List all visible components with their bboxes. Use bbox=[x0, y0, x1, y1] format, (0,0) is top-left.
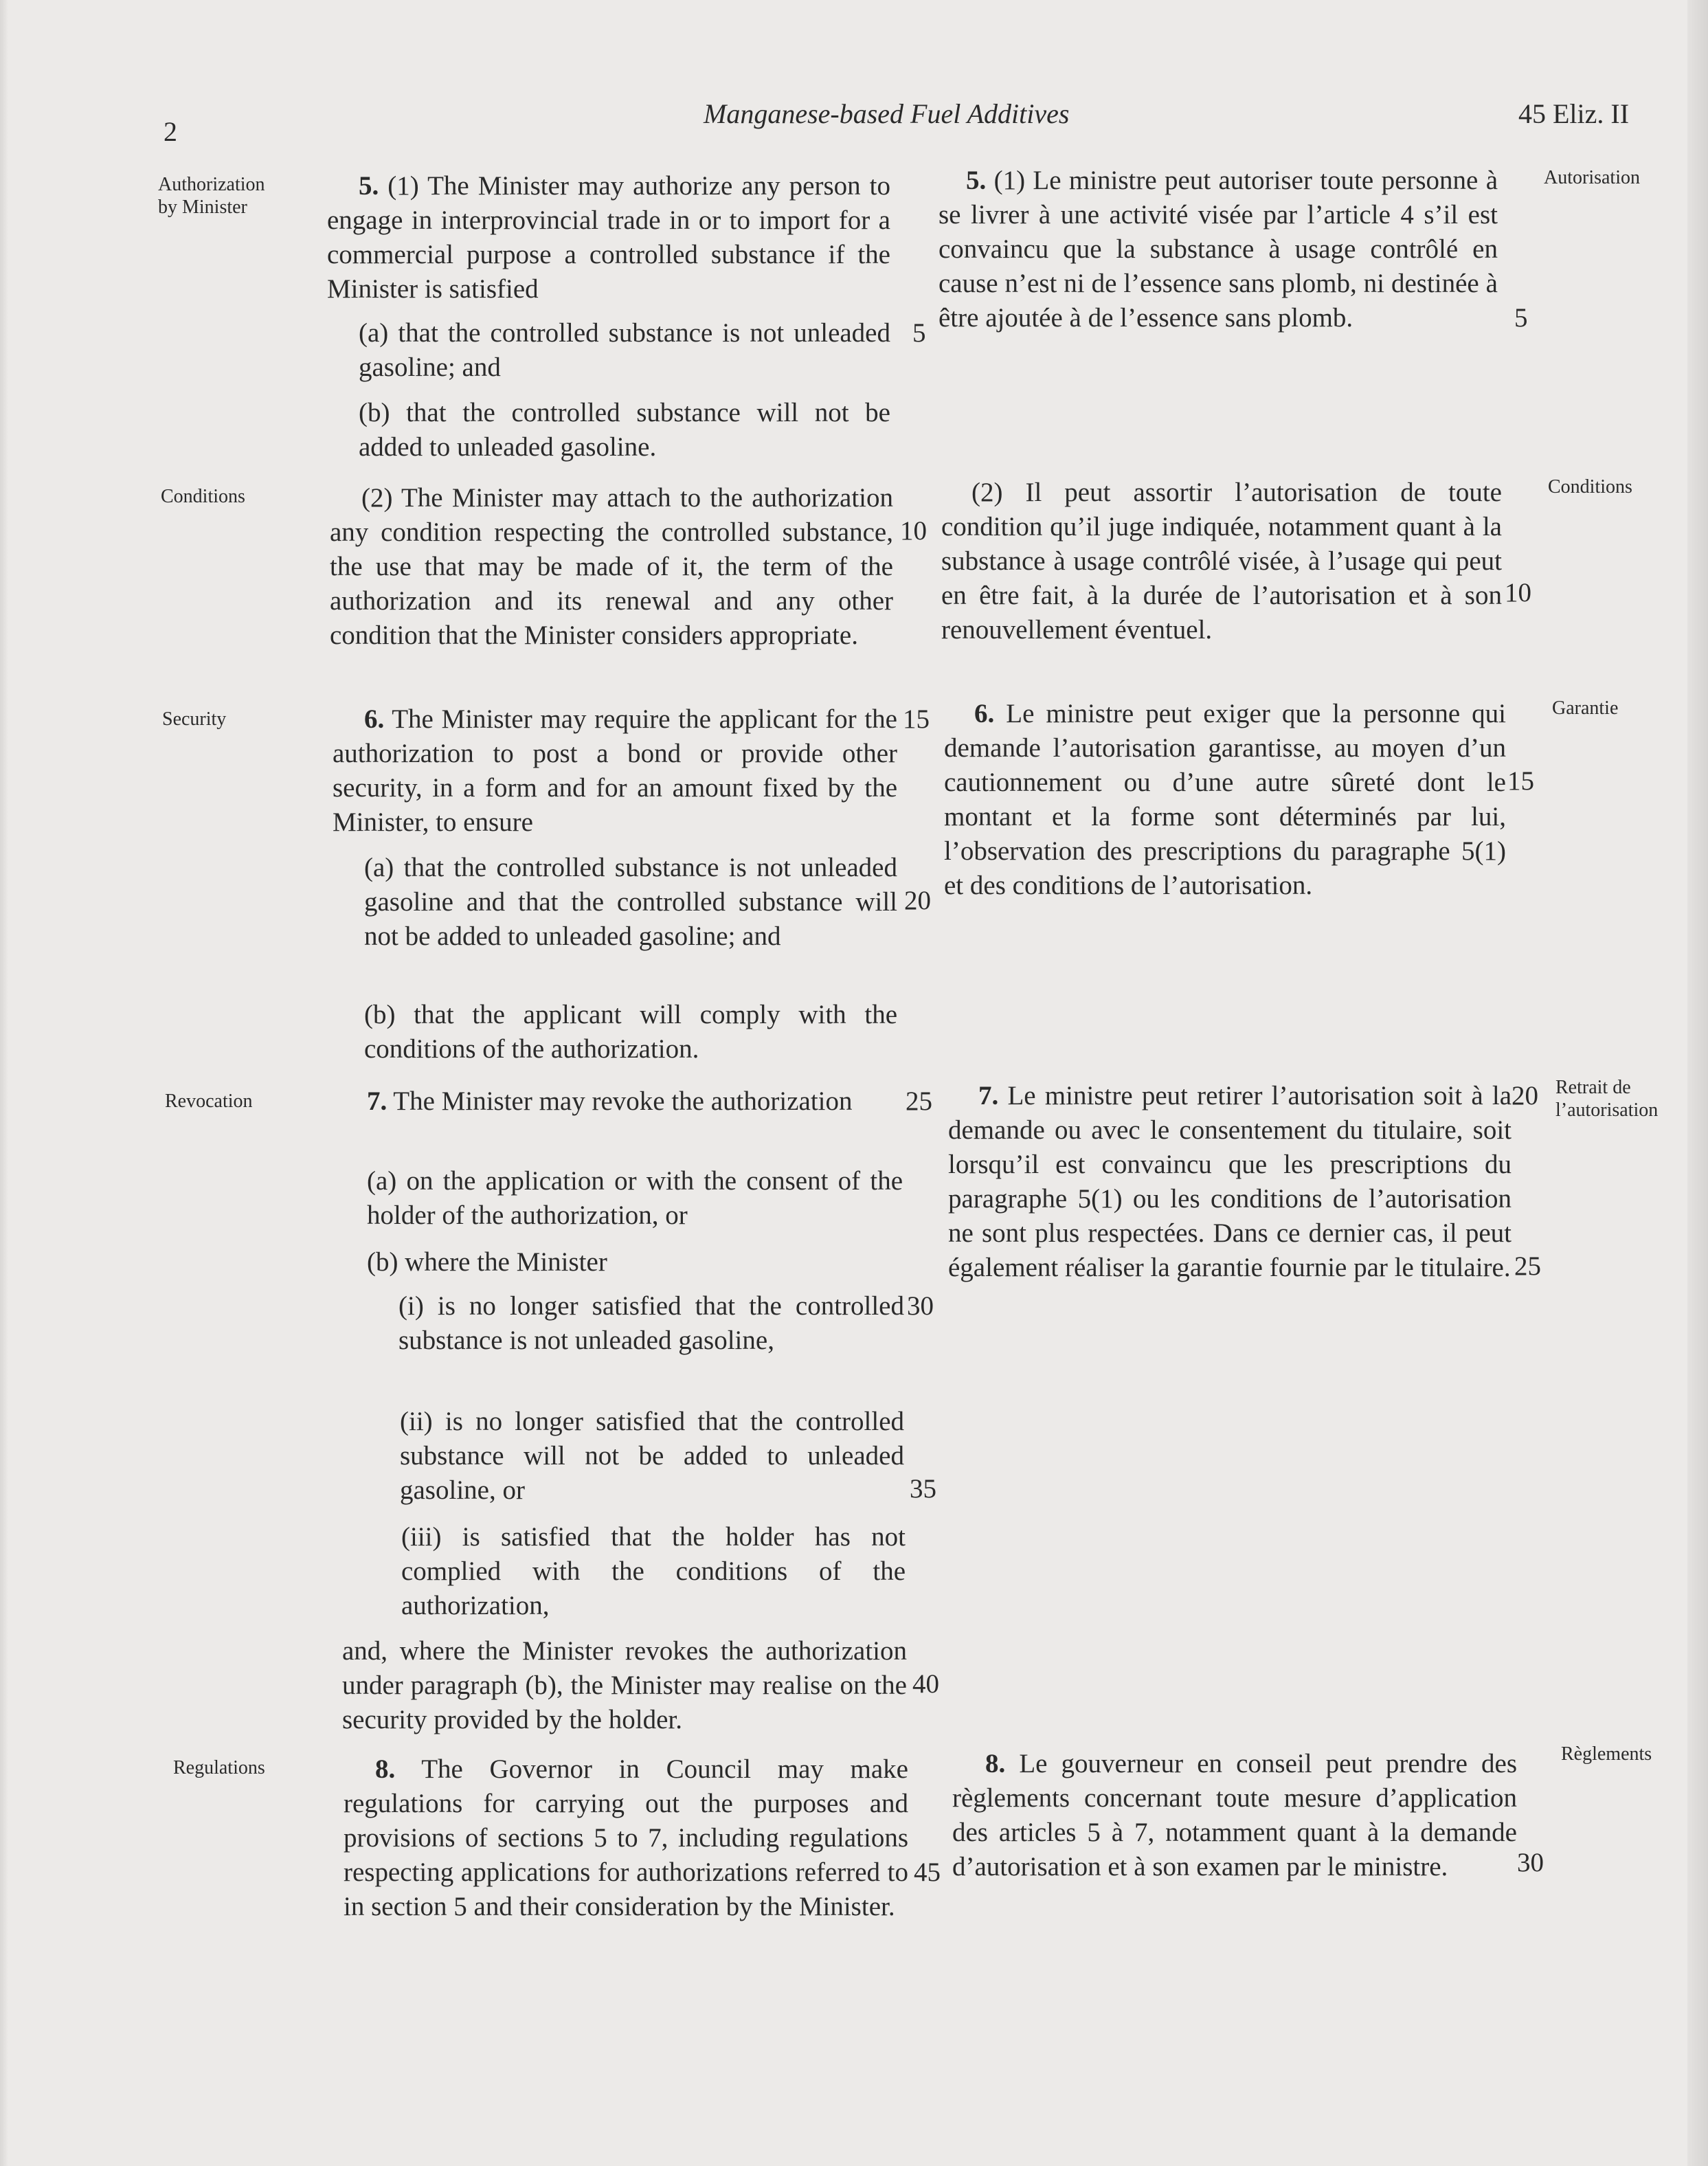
margin-note-en: Regulations bbox=[173, 1757, 265, 1778]
en-section-5-2: (2) The Minister may attach to the authorization any condition respecting the controlled substance, the use that may be made of it, the term of the authorization and its renewal and any other condition that the Minister considers appropriate. bbox=[330, 483, 893, 650]
margin-note-fr: Conditions bbox=[1548, 476, 1632, 498]
line-number-en: 10 bbox=[900, 516, 927, 546]
page-number: 2 bbox=[164, 116, 177, 147]
line-number-en: 5 bbox=[912, 318, 926, 348]
fr-section-5-2: (2) Il peut assortir l’autorisation de toute condition qu’il juge indiquée, notamment quant à la substance à usage contrôlé visée, à l’usage qui peut en être fait, à la durée de l’autorisation et à son renouvellement éventuel. bbox=[941, 478, 1502, 645]
margin-note-fr: Règlements bbox=[1561, 1743, 1652, 1765]
margin-note-en: Revocation bbox=[165, 1091, 253, 1112]
line-number-fr: 10 bbox=[1505, 578, 1531, 607]
fr-section-8: 8. Le gouverneur en conseil peut prendre des règlements concernant toute mesure d’application des articles 5 à 7, notamment quant à la demande d’autorisation et à son examen par le ministre. bbox=[952, 1749, 1518, 1882]
line-number-fr: 15 bbox=[1507, 766, 1534, 796]
en-section-7-closing: and, where the Minister revokes the authorization under paragraph (b), the Minister may realise on the security provided by the holder. bbox=[342, 1636, 907, 1734]
margin-note-fr: Garantie bbox=[1552, 697, 1619, 719]
page-edge-shadow bbox=[1687, 0, 1708, 2166]
en-section-5-1-a: (a) that the controlled substance is not unleaded gasoline; and bbox=[359, 318, 890, 382]
fr-section-7: 7. Le ministre peut retirer l’autorisation soit à la demande ou avec le consentement du titulaire, soit lorsqu’il est convaincu que les prescriptions du paragraphe 5(1) ou les conditions de l’autorisation ne sont plus respectées. Dans ce dernier cas, il peut également réaliser la garantie fournie par le titulaire. bbox=[948, 1081, 1512, 1282]
running-title: Manganese-based Fuel Additives bbox=[704, 98, 1070, 129]
margin-note-fr: Retrait de l’autorisation bbox=[1555, 1077, 1659, 1121]
page-spine-shadow bbox=[0, 0, 8, 2166]
en-section-7-b-i: (i) is no longer satisfied that the controlled substance is not unleaded gasoline, bbox=[398, 1291, 904, 1355]
margin-note-fr: Autorisation bbox=[1544, 167, 1640, 188]
line-number-en: 45 bbox=[914, 1857, 941, 1887]
regnal-year: 45 Eliz. II bbox=[1518, 98, 1630, 129]
line-number-en: 15 bbox=[903, 704, 930, 734]
line-number-en: 20 bbox=[904, 886, 931, 915]
en-section-7: 7. The Minister may revoke the authorization bbox=[367, 1086, 853, 1116]
line-number-fr: 5 bbox=[1514, 303, 1528, 333]
margin-note-en: Security bbox=[162, 708, 227, 730]
en-section-7-b-iii: (iii) is satisfied that the holder has not complied with the conditions of the authorization, bbox=[401, 1522, 906, 1620]
en-section-7-a: (a) on the application or with the consent of the holder of the authorization, or bbox=[367, 1166, 903, 1230]
en-section-5-1-b: (b) that the controlled substance will not be added to unleaded gasoline. bbox=[359, 398, 890, 462]
line-number-fr: 30 bbox=[1517, 1848, 1544, 1877]
en-section-6: 6. The Minister may require the applicant for the authorization to post a bond or provide other security, in a form and for an amount fixed by the Minister, to ensure bbox=[333, 704, 897, 837]
en-section-7-b: (b) where the Minister bbox=[367, 1247, 607, 1277]
line-number-en: 35 bbox=[910, 1474, 936, 1504]
en-section-7-b-ii: (ii) is no longer satisfied that the controlled substance will not be added to unleaded gasoline, or bbox=[400, 1407, 904, 1505]
fr-section-6: 6. Le ministre peut exiger que la personne qui demande l’autorisation garantisse, au moyen d’un cautionnement ou d’une autre sûreté dont le montant et la forme sont déterminés par lui, l’observation des prescriptions du paragraphe 5(1) et des conditions de l’autorisation. bbox=[944, 699, 1506, 900]
en-section-8: 8. The Governor in Council may make regulations for carrying out the purposes and provisions of sections 5 to 7, including regulations respecting applications for authorizations referred to in section 5 and their consideration by the Minister. bbox=[344, 1754, 908, 1921]
margin-note-en: Authorization by Minister bbox=[158, 174, 265, 218]
line-number-en: 30 bbox=[907, 1291, 934, 1321]
en-section-5-1: 5. (1) The Minister may authorize any person to engage in interprovincial trade in or to import for a commercial purpose a controlled substance if the Minister is satisfied bbox=[327, 171, 890, 304]
line-number-fr: 25 bbox=[1514, 1251, 1541, 1281]
margin-note-en: Conditions bbox=[161, 486, 245, 507]
fr-section-5-1: 5. (1) Le ministre peut autoriser toute personne à se livrer à une activité visée par l’article 4 s’il est convaincu que la substance à usage contrôlé en cause n’est ni de l’essence sans plomb, ni destinée à être ajoutée à de l’essence sans plomb. bbox=[939, 166, 1498, 333]
en-section-6-a: (a) that the controlled substance is not unleaded gasoline and that the controlled substance will not be added to unleaded gasoline; and bbox=[364, 853, 897, 951]
line-number-en: 40 bbox=[912, 1669, 939, 1699]
en-section-6-b: (b) that the applicant will comply with the conditions of the authorization. bbox=[364, 1000, 897, 1064]
line-number-en: 25 bbox=[906, 1086, 932, 1116]
line-number-fr: 20 bbox=[1512, 1081, 1538, 1110]
